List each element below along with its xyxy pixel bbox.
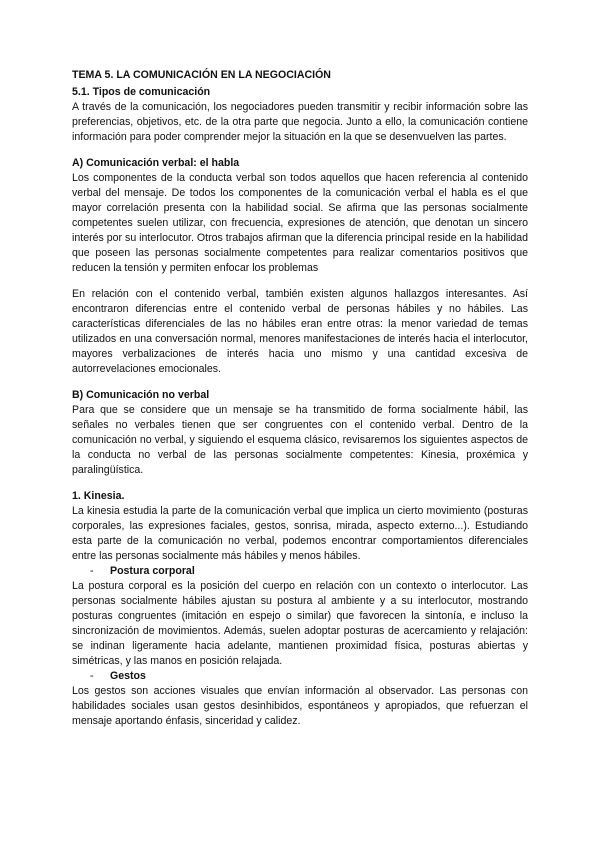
bullet-label-gestos: Gestos	[110, 670, 146, 682]
bullet-label-postura: Postura corporal	[110, 565, 195, 577]
paragraph-no-verbal-1: Para que se considere que un mensaje se ha transmitido de forma socialmente hábil, las señales no verbales tienen que ser congruentes con el contenido verbal. Dentro de la comunicación no verbal, y siguiendo el esquema clásico, revisaremos los siguientes aspectos de la conducta no verbal de las personas socialmente competentes: Kinesia, proxémica y paralingüística.	[72, 404, 528, 476]
bullet-postura-corporal	[72, 564, 528, 579]
bullet-gestos	[72, 669, 528, 684]
heading-comunicacion-no-verbal: B) Comunicación no verbal	[72, 389, 210, 401]
paragraph-kinesia: La kinesia estudia la parte de la comunicación verbal que implica un cierto movimiento (posturas corporales, las expresiones faciales, gestos, sonrisa, mirada, aspecto externo...). Estudiando esta parte de la comunicación no verbal, podemos encontrar comportamientos diferenciales entre las personas socialmente más hábiles y menos hábiles.	[72, 505, 528, 562]
paragraph-gestos: Los gestos son acciones visuales que envían información al observador. Las personas con habilidades sociales usan gestos desinhibidos, espontáneos y apropiados, que refuerzan el mensaje aportando énfasis, sinceridad y calidez.	[72, 685, 528, 727]
section-heading-tipos: 5.1. Tipos de comunicación	[72, 86, 211, 98]
document-page	[72, 68, 528, 729]
heading-comunicacion-verbal: A) Comunicación verbal: el habla	[72, 157, 240, 169]
paragraph-verbal-2: En relación con el contenido verbal, también existen algunos hallazgos interesantes. Así encontraron diferencias entre el contenido verbal de personas hábiles y no hábiles. Las características diferenciales de las no hábiles eran entre otras: la menor variedad de temas utilizados en una conversación normal, menores manifestaciones de interés hacia el interlocutor, mayores verbalizaciones de interés hacia uno mismo y una cantidad excesiva de autorrevelaciones emocionales.	[72, 288, 528, 375]
paragraph-verbal-1: Los componentes de la conducta verbal son todos aquellos que hacen referencia al contenido verbal del mensaje. De todos los componentes de la comunicación verbal el habla es el que mayor correlación presenta con la habilidad social. Se afirma que las personas socialmente competentes suelen utilizar, con frecuencia, expresiones de atención, que denotan un sincero interés por su interlocutor. Otros trabajos afirman que la diferencia principal reside en la habilidad que poseen las personas socialmente competentes para realizar comentarios positivos que reducen la tensión y permiten enfocar los problemas	[72, 172, 528, 274]
bullet-dash: -	[90, 565, 94, 577]
heading-kinesia: 1. Kinesia.	[72, 490, 125, 502]
document-title: TEMA 5. LA COMUNICACIÓN EN LA NEGOCIACIÓN	[72, 69, 331, 81]
bullet-dash: -	[90, 670, 94, 682]
paragraph-postura: La postura corporal es la posición del cuerpo en relación con un contexto o interlocutor. Las personas socialmente hábiles ajustan su postura al ambiente y a su interlocutor, mostrando posturas congruentes (imitación en espejo o similar) que favorecen la sintonía, e incluso la sincronización de movimientos. Además, suelen adoptar posturas de acercamiento y relajación: se indinan ligeramente hacia adelante, mantienen proximidad física, posturas abiertas y simétricas, y las manos en posición relajada.	[72, 580, 528, 667]
intro-paragraph: A través de la comunicación, los negociadores pueden transmitir y recibir información sobre las preferencias, objetivos, etc. de la otra parte que negocia. Junto a ello, la comunicación contiene información para poder comprender mejor la situación en la que se desenvuelven las partes.	[72, 101, 528, 143]
